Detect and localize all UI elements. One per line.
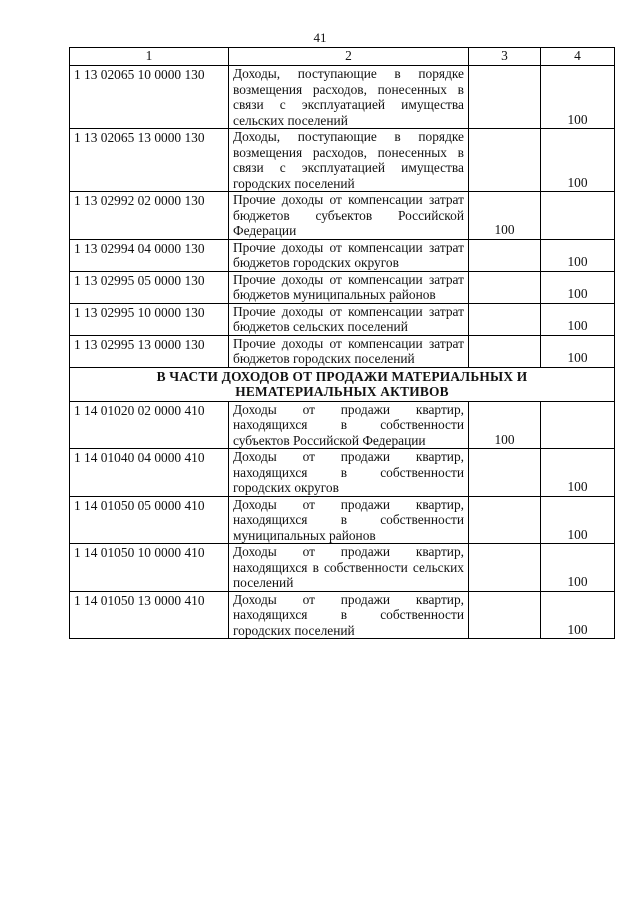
value-col3: 100 bbox=[469, 401, 541, 449]
section-heading-line-2: НЕМАТЕРИАЛЬНЫХ АКТИВОВ bbox=[235, 384, 449, 399]
value-col3 bbox=[469, 129, 541, 192]
table-header-row bbox=[70, 48, 615, 66]
section-heading-row bbox=[70, 367, 615, 401]
budget-code: 1 14 01020 02 0000 410 bbox=[70, 401, 229, 449]
table-row bbox=[70, 192, 615, 240]
revenue-description: Прочие доходы от компенсации затрат бюджетов сельских поселений bbox=[229, 303, 469, 335]
value-col3 bbox=[469, 544, 541, 592]
table-row bbox=[70, 129, 615, 192]
value-col3 bbox=[469, 591, 541, 639]
value-col4: 100 bbox=[541, 496, 615, 544]
table-row bbox=[70, 401, 615, 449]
section-heading-line-1: В ЧАСТИ ДОХОДОВ ОТ ПРОДАЖИ МАТЕРИАЛЬНЫХ И bbox=[156, 368, 528, 384]
table-row bbox=[70, 544, 615, 592]
value-col3 bbox=[469, 303, 541, 335]
revenue-description: Доходы, поступающие в порядке возмещения расходов, понесенных в связи с эксплуатацией имущества сельских поселений bbox=[229, 66, 469, 129]
budget-code: 1 14 01050 13 0000 410 bbox=[70, 591, 229, 639]
value-col3 bbox=[469, 496, 541, 544]
value-col4 bbox=[541, 401, 615, 449]
revenue-description: Доходы от продажи квартир, находящихся в собственности городских поселений bbox=[229, 591, 469, 639]
value-col4: 100 bbox=[541, 335, 615, 367]
value-col3 bbox=[469, 271, 541, 303]
value-col4 bbox=[541, 192, 615, 240]
budget-code: 1 13 02994 04 0000 130 bbox=[70, 239, 229, 271]
value-col4: 100 bbox=[541, 271, 615, 303]
table-row bbox=[70, 591, 615, 639]
table-row bbox=[70, 239, 615, 271]
budget-code: 1 13 02995 05 0000 130 bbox=[70, 271, 229, 303]
revenue-description: Прочие доходы от компенсации затрат бюджетов муниципальных районов bbox=[229, 271, 469, 303]
table-row bbox=[70, 335, 615, 367]
value-col3 bbox=[469, 239, 541, 271]
revenue-description: Доходы от продажи квартир, находящихся в собственности городских округов bbox=[229, 449, 469, 497]
value-col4: 100 bbox=[541, 544, 615, 592]
revenue-description: Прочие доходы от компенсации затрат бюджетов городских поселений bbox=[229, 335, 469, 367]
value-col4: 100 bbox=[541, 303, 615, 335]
value-col4: 100 bbox=[541, 66, 615, 129]
revenue-description: Доходы, поступающие в порядке возмещения расходов, понесенных в связи с эксплуатацией имущества городских поселений bbox=[229, 129, 469, 192]
value-col3: 100 bbox=[469, 192, 541, 240]
table-row bbox=[70, 449, 615, 497]
table-row bbox=[70, 271, 615, 303]
value-col3 bbox=[469, 66, 541, 129]
value-col4: 100 bbox=[541, 239, 615, 271]
revenue-description: Доходы от продажи квартир, находящихся в собственности субъектов Российской Федерации bbox=[229, 401, 469, 449]
value-col4: 100 bbox=[541, 591, 615, 639]
page-number: 41 bbox=[313, 30, 327, 45]
budget-code: 1 13 02995 10 0000 130 bbox=[70, 303, 229, 335]
column-header-1: 1 bbox=[70, 48, 229, 66]
table-row bbox=[70, 496, 615, 544]
table-row bbox=[70, 66, 615, 129]
budget-code: 1 13 02995 13 0000 130 bbox=[70, 335, 229, 367]
column-header-4: 4 bbox=[541, 48, 615, 66]
revenue-classification-table bbox=[69, 47, 615, 639]
budget-code: 1 14 01040 04 0000 410 bbox=[70, 449, 229, 497]
revenue-description: Прочие доходы от компенсации затрат бюджетов городских округов bbox=[229, 239, 469, 271]
column-header-2: 2 bbox=[229, 48, 469, 66]
revenue-description: Доходы от продажи квартир, находящихся в собственности сельских поселений bbox=[229, 544, 469, 592]
budget-code: 1 14 01050 05 0000 410 bbox=[70, 496, 229, 544]
budget-code: 1 14 01050 10 0000 410 bbox=[70, 544, 229, 592]
value-col4: 100 bbox=[541, 449, 615, 497]
revenue-description: Прочие доходы от компенсации затрат бюджетов субъектов Российской Федерации bbox=[229, 192, 469, 240]
section-heading bbox=[70, 367, 615, 401]
value-col3 bbox=[469, 449, 541, 497]
column-header-3: 3 bbox=[469, 48, 541, 66]
budget-code: 1 13 02065 10 0000 130 bbox=[70, 66, 229, 129]
table-row bbox=[70, 303, 615, 335]
budget-code: 1 13 02065 13 0000 130 bbox=[70, 129, 229, 192]
revenue-description: Доходы от продажи квартир, находящихся в собственности муниципальных районов bbox=[229, 496, 469, 544]
value-col3 bbox=[469, 335, 541, 367]
budget-code: 1 13 02992 02 0000 130 bbox=[70, 192, 229, 240]
value-col4: 100 bbox=[541, 129, 615, 192]
